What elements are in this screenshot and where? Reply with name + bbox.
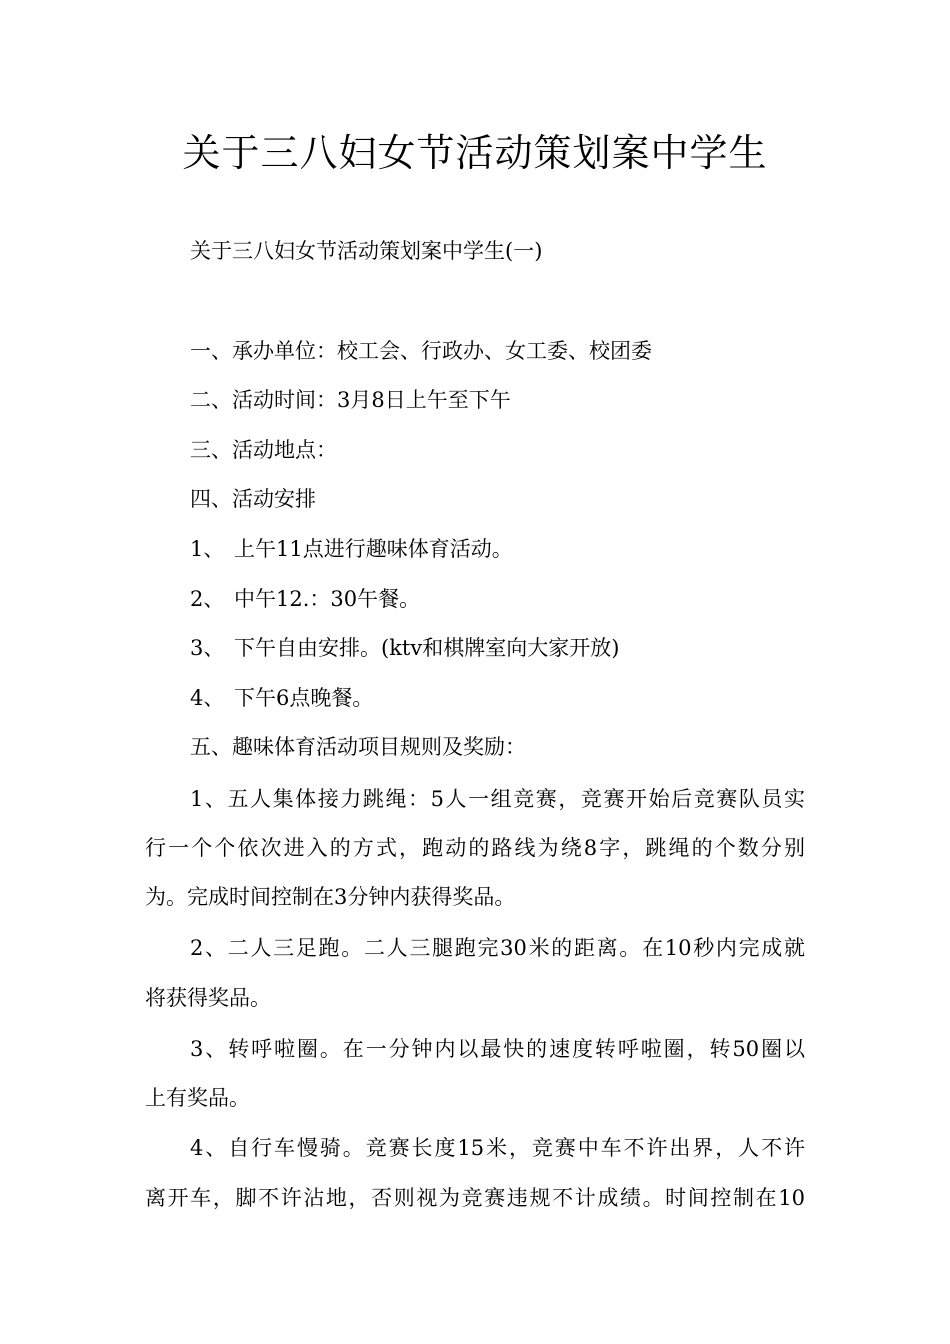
section-arrangement: 四、活动安排 [190, 487, 316, 511]
schedule-item-text: 下午6点晚餐。 [234, 686, 374, 710]
document-title: 关于三八妇女节活动策划案中学生 [182, 131, 768, 175]
rule-paragraph-line: 上有奖品。 [145, 1086, 250, 1110]
rule-paragraph-line: 3、转呼啦圈。在一分钟内以最快的速度转呼啦圈，转50圈以 [190, 1037, 805, 1061]
rule-paragraph-line: 4、自行车慢骑。竞赛长度15米，竞赛中车不许出界，人不许 [190, 1136, 805, 1160]
rule-paragraph-line: 将获得奖品。 [145, 986, 271, 1010]
schedule-item-number: 4、 [190, 686, 225, 710]
section-organizer: 一、承办单位：校工会、行政办、女工委、校团委 [190, 339, 652, 363]
rule-paragraph-line: 1、五人集体接力跳绳：5人一组竞赛，竞赛开始后竞赛队员实 [190, 787, 805, 811]
rule-paragraph-line: 为。完成时间控制在3分钟内获得奖品。 [145, 885, 516, 909]
schedule-item [190, 633, 619, 663]
schedule-item-text: 下午自由安排。(ktv和棋牌室向大家开放) [234, 636, 620, 660]
schedule-item-number: 1、 [190, 537, 225, 561]
schedule-item-text: 上午11点进行趣味体育活动。 [234, 537, 513, 561]
section-location: 三、活动地点： [190, 438, 337, 462]
schedule-item [190, 683, 373, 713]
section-rules-heading: 五、趣味体育活动项目规则及奖励： [190, 735, 526, 759]
schedule-item [190, 584, 420, 614]
section-time: 二、活动时间：3月8日上午至下午 [190, 388, 511, 412]
rule-paragraph-line: 2、二人三足跑。二人三腿跑完30米的距离。在10秒内完成就 [190, 936, 805, 960]
rule-paragraph-line: 行一个个依次进入的方式，跑动的路线为绕8字，跳绳的个数分别 [145, 836, 805, 860]
schedule-item [190, 534, 513, 564]
document-subtitle: 关于三八妇女节活动策划案中学生(一) [190, 239, 543, 263]
rule-paragraph-line: 离开车，脚不许沾地，否则视为竞赛违规不计成绩。时间控制在10 [145, 1186, 805, 1210]
schedule-item-number: 3、 [190, 636, 225, 660]
schedule-item-number: 2、 [190, 587, 225, 611]
schedule-item-text: 中午12.：30午餐。 [234, 587, 421, 611]
